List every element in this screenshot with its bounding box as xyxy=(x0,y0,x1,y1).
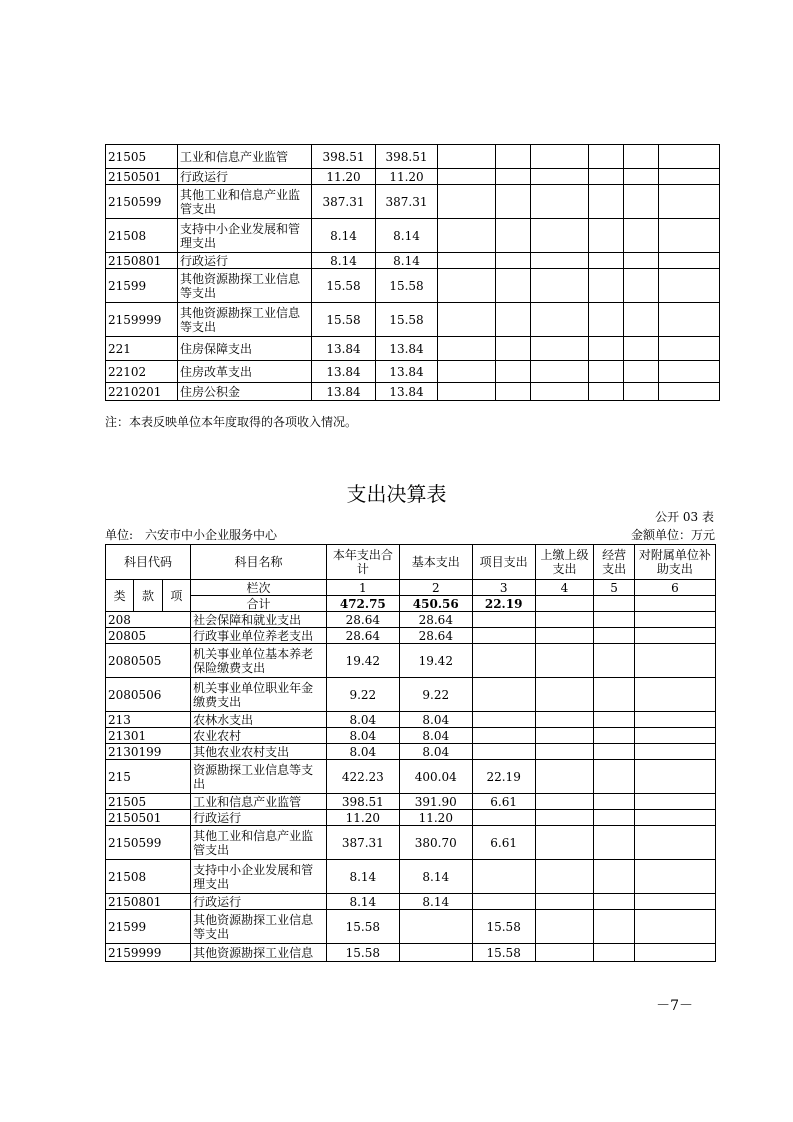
empty-cell xyxy=(438,219,496,253)
row-project: 6.61 xyxy=(472,794,535,810)
empty-cell xyxy=(496,253,531,269)
empty-cell xyxy=(496,269,531,303)
empty-cell xyxy=(624,269,659,303)
empty-cell xyxy=(438,303,496,337)
table-row xyxy=(106,303,720,337)
lanci-label: 合计 xyxy=(191,596,327,612)
row-code: 2150501 xyxy=(106,169,178,185)
empty-cell xyxy=(659,145,720,169)
empty-cell xyxy=(531,337,589,361)
header-upper: 上缴上级支出 xyxy=(535,545,594,580)
empty-cell xyxy=(535,744,594,760)
row-name: 其他工业和信息产业监管支出 xyxy=(191,826,327,860)
row-project xyxy=(472,810,535,826)
row-code: 2150801 xyxy=(106,253,178,269)
empty-cell xyxy=(589,303,624,337)
row-basic xyxy=(399,910,472,944)
row-code: 221 xyxy=(106,337,178,361)
empty-cell xyxy=(594,794,635,810)
empty-cell xyxy=(535,612,594,628)
row-code: 2159999 xyxy=(106,944,191,962)
row-name: 行政运行 xyxy=(178,253,312,269)
row-code: 2159999 xyxy=(106,303,178,337)
empty-cell xyxy=(634,744,715,760)
row-value: 8.14 xyxy=(376,253,438,269)
empty-cell xyxy=(535,910,594,944)
row-total: 8.14 xyxy=(326,860,399,894)
empty-cell xyxy=(589,361,624,383)
row-name: 机关事业单位职业年金缴费支出 xyxy=(191,678,327,712)
row-project: 15.58 xyxy=(472,910,535,944)
table-row xyxy=(106,894,716,910)
table-row xyxy=(106,383,720,401)
empty-cell xyxy=(594,678,635,712)
row-total: 15.58 xyxy=(326,910,399,944)
empty-cell xyxy=(594,894,635,910)
row-name: 支持中小企业发展和管理支出 xyxy=(191,860,327,894)
empty-cell xyxy=(535,794,594,810)
header-basic: 基本支出 xyxy=(399,545,472,580)
empty-cell xyxy=(634,678,715,712)
row-name: 行政事业单位养老支出 xyxy=(191,628,327,644)
empty-cell xyxy=(438,269,496,303)
table-row xyxy=(106,794,716,810)
empty-cell xyxy=(535,760,594,794)
empty-cell xyxy=(594,712,635,728)
row-value: 8.14 xyxy=(312,219,376,253)
row-total: 19.42 xyxy=(326,644,399,678)
row-name: 支持中小企业发展和管理支出 xyxy=(178,219,312,253)
row-basic: 400.04 xyxy=(399,760,472,794)
row-total: 398.51 xyxy=(326,794,399,810)
empty-cell xyxy=(594,612,635,628)
empty-cell xyxy=(535,712,594,728)
row-name: 工业和信息产业监管 xyxy=(178,145,312,169)
empty-cell xyxy=(531,361,589,383)
row-total: 387.31 xyxy=(326,826,399,860)
empty-cell xyxy=(496,169,531,185)
row-code: 2150501 xyxy=(106,810,191,826)
empty-cell xyxy=(531,169,589,185)
row-code: 21599 xyxy=(106,910,191,944)
empty-cell xyxy=(594,760,635,794)
row-total: 8.14 xyxy=(326,894,399,910)
row-code: 213 xyxy=(106,712,191,728)
row-value: 13.84 xyxy=(312,383,376,401)
column-number-row xyxy=(106,580,716,596)
row-value: 398.51 xyxy=(376,145,438,169)
table-row xyxy=(106,678,716,712)
empty-cell xyxy=(496,145,531,169)
row-basic: 8.04 xyxy=(399,712,472,728)
empty-cell xyxy=(594,826,635,860)
empty-cell xyxy=(535,826,594,860)
row-code: 2210201 xyxy=(106,383,178,401)
header-code: 科目代码 xyxy=(106,545,191,580)
row-total: 28.64 xyxy=(326,612,399,628)
row-name: 其他资源勘探工业信息等支出 xyxy=(191,910,327,944)
col-number: 2 xyxy=(399,580,472,596)
row-basic: 8.04 xyxy=(399,728,472,744)
header-project: 项目支出 xyxy=(472,545,535,580)
row-project xyxy=(472,860,535,894)
table-note: 注：本表反映单位本年度取得的各项收入情况。 xyxy=(105,415,358,429)
row-name: 住房改革支出 xyxy=(178,361,312,383)
total-project: 22.19 xyxy=(472,596,535,612)
row-code: 215 xyxy=(106,760,191,794)
row-value: 13.84 xyxy=(312,337,376,361)
row-name: 社会保障和就业支出 xyxy=(191,612,327,628)
empty-cell xyxy=(496,303,531,337)
empty-cell xyxy=(634,612,715,628)
empty-cell xyxy=(531,303,589,337)
row-basic xyxy=(399,944,472,962)
empty-cell xyxy=(531,383,589,401)
col-number: 5 xyxy=(594,580,635,596)
row-value: 8.14 xyxy=(312,253,376,269)
empty-cell xyxy=(438,383,496,401)
empty-cell xyxy=(659,361,720,383)
col-number: 6 xyxy=(634,580,715,596)
row-value: 13.84 xyxy=(376,337,438,361)
row-value: 13.84 xyxy=(376,383,438,401)
empty-cell xyxy=(634,628,715,644)
empty-cell xyxy=(531,185,589,219)
empty-cell xyxy=(634,810,715,826)
empty-cell xyxy=(589,383,624,401)
row-total: 8.04 xyxy=(326,744,399,760)
empty-cell xyxy=(535,644,594,678)
row-name: 行政运行 xyxy=(178,169,312,185)
empty-cell xyxy=(594,810,635,826)
row-total: 422.23 xyxy=(326,760,399,794)
row-code: 21508 xyxy=(106,860,191,894)
table-row xyxy=(106,612,716,628)
empty-cell xyxy=(624,185,659,219)
empty-cell xyxy=(594,644,635,678)
row-value: 13.84 xyxy=(312,361,376,383)
table-row xyxy=(106,760,716,794)
total-amount: 472.75 xyxy=(326,596,399,612)
header-total: 本年支出合计 xyxy=(326,545,399,580)
row-project xyxy=(472,612,535,628)
money-unit-label: 金额单位：万元 xyxy=(630,528,715,542)
row-project xyxy=(472,628,535,644)
empty-cell xyxy=(589,185,624,219)
empty-cell xyxy=(496,337,531,361)
row-name: 其他工业和信息产业监管支出 xyxy=(178,185,312,219)
empty-cell xyxy=(659,253,720,269)
empty-cell xyxy=(438,337,496,361)
empty-cell xyxy=(531,145,589,169)
page-number: －7－ xyxy=(656,998,693,1014)
row-basic: 9.22 xyxy=(399,678,472,712)
empty-cell xyxy=(634,712,715,728)
row-value: 387.31 xyxy=(376,185,438,219)
empty-cell xyxy=(634,644,715,678)
row-value: 11.20 xyxy=(312,169,376,185)
empty-cell xyxy=(535,894,594,910)
empty-cell xyxy=(438,185,496,219)
row-code: 21599 xyxy=(106,269,178,303)
row-code: 21508 xyxy=(106,219,178,253)
row-name: 住房保障支出 xyxy=(178,337,312,361)
row-name: 农业农村 xyxy=(191,728,327,744)
table-row xyxy=(106,910,716,944)
empty-cell xyxy=(535,944,594,962)
col-number: 4 xyxy=(535,580,594,596)
row-code: 22102 xyxy=(106,361,178,383)
empty-cell xyxy=(624,337,659,361)
table-row xyxy=(106,944,716,962)
empty-cell xyxy=(659,219,720,253)
empty-cell xyxy=(634,894,715,910)
row-value: 15.58 xyxy=(312,269,376,303)
empty-cell xyxy=(659,303,720,337)
unit-label: 单位: 六安市中小企业服务中心 xyxy=(105,528,278,542)
row-value: 15.58 xyxy=(376,269,438,303)
empty-cell xyxy=(634,728,715,744)
row-code: 2150599 xyxy=(106,826,191,860)
header-business: 经营支出 xyxy=(594,545,635,580)
table-row xyxy=(106,145,720,169)
table-row xyxy=(106,810,716,826)
empty-cell xyxy=(594,744,635,760)
empty-cell xyxy=(634,910,715,944)
row-project xyxy=(472,678,535,712)
header-subsidiary: 对附属单位补助支出 xyxy=(634,545,715,580)
table-row xyxy=(106,860,716,894)
empty-cell xyxy=(496,383,531,401)
empty-cell xyxy=(624,169,659,185)
row-basic: 8.14 xyxy=(399,860,472,894)
empty-cell xyxy=(531,219,589,253)
empty-cell xyxy=(535,678,594,712)
row-project: 15.58 xyxy=(472,944,535,962)
row-code: 2150599 xyxy=(106,185,178,219)
empty-cell xyxy=(496,185,531,219)
col-number: 1 xyxy=(326,580,399,596)
header-name: 科目名称 xyxy=(191,545,327,580)
table-row xyxy=(106,712,716,728)
row-basic: 11.20 xyxy=(399,810,472,826)
row-basic: 8.14 xyxy=(399,894,472,910)
table-row xyxy=(106,337,720,361)
row-code: 2080505 xyxy=(106,644,191,678)
row-total: 28.64 xyxy=(326,628,399,644)
income-table-continuation xyxy=(105,144,720,401)
row-total: 8.04 xyxy=(326,712,399,728)
header-lei: 类 xyxy=(106,580,134,612)
empty-cell xyxy=(594,910,635,944)
row-name: 其他资源勘探工业信息 xyxy=(191,944,327,962)
empty-cell xyxy=(589,269,624,303)
row-total: 11.20 xyxy=(326,810,399,826)
empty-cell xyxy=(624,145,659,169)
empty-cell xyxy=(496,219,531,253)
empty-cell xyxy=(624,383,659,401)
table-row xyxy=(106,628,716,644)
table-row xyxy=(106,361,720,383)
empty-cell xyxy=(589,337,624,361)
empty-cell xyxy=(659,383,720,401)
empty-cell xyxy=(535,628,594,644)
row-name: 工业和信息产业监管 xyxy=(191,794,327,810)
row-value: 13.84 xyxy=(376,361,438,383)
empty-cell xyxy=(624,253,659,269)
empty-cell xyxy=(589,169,624,185)
empty-cell xyxy=(535,860,594,894)
empty-cell xyxy=(589,219,624,253)
empty-cell xyxy=(594,628,635,644)
empty-cell xyxy=(594,944,635,962)
row-code: 21301 xyxy=(106,728,191,744)
empty-cell xyxy=(589,145,624,169)
row-name: 机关事业单位基本养老保险缴费支出 xyxy=(191,644,327,678)
row-project xyxy=(472,894,535,910)
row-project: 6.61 xyxy=(472,826,535,860)
table-row xyxy=(106,185,720,219)
row-value: 15.58 xyxy=(376,303,438,337)
table-row xyxy=(106,253,720,269)
empty-cell xyxy=(531,253,589,269)
row-name: 农林水支出 xyxy=(191,712,327,728)
row-value: 15.58 xyxy=(312,303,376,337)
empty-cell xyxy=(659,185,720,219)
row-value: 387.31 xyxy=(312,185,376,219)
empty-cell xyxy=(634,944,715,962)
row-basic: 28.64 xyxy=(399,628,472,644)
empty-cell xyxy=(594,860,635,894)
empty-cell xyxy=(659,269,720,303)
row-basic: 28.64 xyxy=(399,612,472,628)
expense-table xyxy=(105,544,716,962)
row-name: 其他农业农村支出 xyxy=(191,744,327,760)
row-code: 208 xyxy=(106,612,191,628)
row-name: 行政运行 xyxy=(191,894,327,910)
empty-cell xyxy=(438,253,496,269)
row-basic: 19.42 xyxy=(399,644,472,678)
row-name: 其他资源勘探工业信息等支出 xyxy=(178,303,312,337)
empty-cell xyxy=(496,361,531,383)
row-basic: 391.90 xyxy=(399,794,472,810)
table-number: 公开 03 表 xyxy=(655,510,714,524)
empty-cell xyxy=(531,269,589,303)
col-number: 3 xyxy=(472,580,535,596)
table-row xyxy=(106,826,716,860)
empty-cell xyxy=(438,361,496,383)
empty-cell xyxy=(535,728,594,744)
row-name: 行政运行 xyxy=(191,810,327,826)
empty-cell xyxy=(634,860,715,894)
row-code: 21505 xyxy=(106,145,178,169)
empty-cell xyxy=(624,361,659,383)
row-project xyxy=(472,728,535,744)
table-row xyxy=(106,728,716,744)
table-row xyxy=(106,219,720,253)
row-code: 2130199 xyxy=(106,744,191,760)
row-name: 住房公积金 xyxy=(178,383,312,401)
row-code: 2150801 xyxy=(106,894,191,910)
table-row xyxy=(106,169,720,185)
row-project: 22.19 xyxy=(472,760,535,794)
empty-cell xyxy=(535,810,594,826)
empty-cell xyxy=(659,337,720,361)
table-row xyxy=(106,744,716,760)
empty-cell xyxy=(624,219,659,253)
empty-cell xyxy=(634,826,715,860)
row-value: 8.14 xyxy=(376,219,438,253)
empty-cell xyxy=(438,169,496,185)
empty-cell xyxy=(624,303,659,337)
row-code: 20805 xyxy=(106,628,191,644)
row-value: 398.51 xyxy=(312,145,376,169)
row-code: 21505 xyxy=(106,794,191,810)
table-row xyxy=(106,644,716,678)
row-project xyxy=(472,644,535,678)
row-basic: 380.70 xyxy=(399,826,472,860)
header-xiang: 项 xyxy=(162,580,190,612)
row-total: 8.04 xyxy=(326,728,399,744)
header-kuan: 款 xyxy=(134,580,162,612)
empty-cell xyxy=(659,169,720,185)
total-row xyxy=(106,596,716,612)
empty-cell xyxy=(634,760,715,794)
empty-cell xyxy=(634,794,715,810)
table-row xyxy=(106,269,720,303)
row-name: 资源勘探工业信息等支出 xyxy=(191,760,327,794)
page-title: 支出决算表 xyxy=(346,482,447,506)
empty-cell xyxy=(438,145,496,169)
total-basic: 450.56 xyxy=(399,596,472,612)
empty-cell xyxy=(589,253,624,269)
lanci-label: 栏次 xyxy=(191,580,327,596)
row-total: 9.22 xyxy=(326,678,399,712)
row-name: 其他资源勘探工业信息等支出 xyxy=(178,269,312,303)
row-total: 15.58 xyxy=(326,944,399,962)
header-row xyxy=(106,545,716,580)
row-project xyxy=(472,712,535,728)
row-code: 2080506 xyxy=(106,678,191,712)
empty-cell xyxy=(594,728,635,744)
row-project xyxy=(472,744,535,760)
row-value: 11.20 xyxy=(376,169,438,185)
row-basic: 8.04 xyxy=(399,744,472,760)
